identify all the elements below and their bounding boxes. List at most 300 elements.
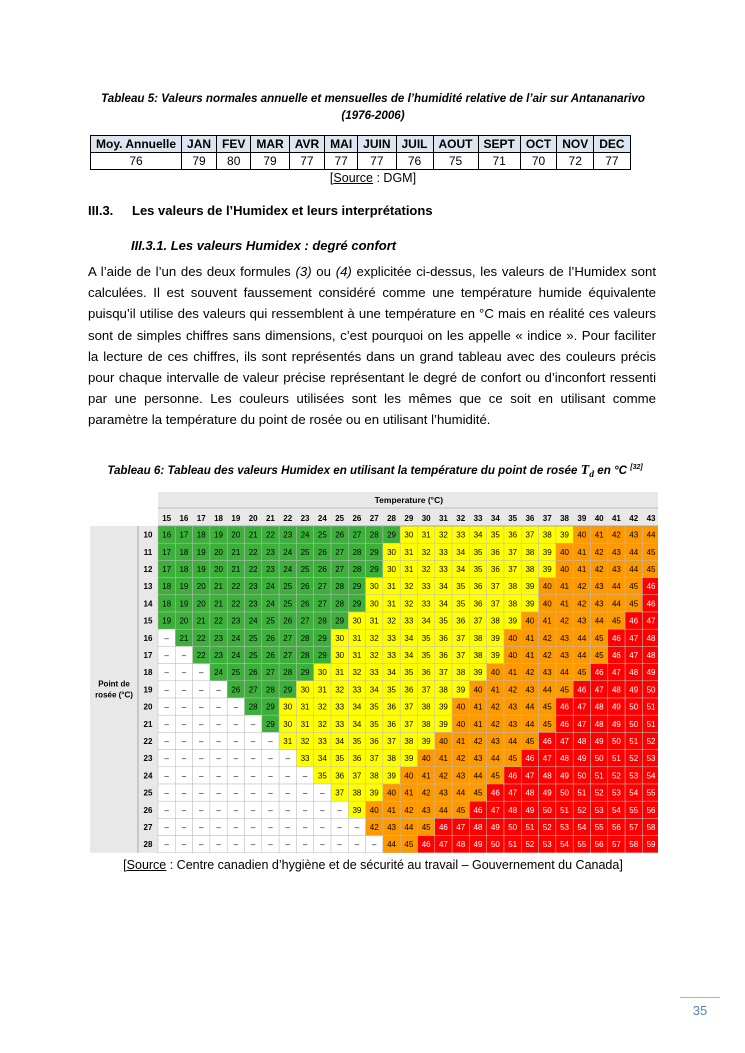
humidex-value: 47 xyxy=(456,823,466,832)
humidex-value: 44 xyxy=(629,565,639,574)
humidex-value: 31 xyxy=(421,530,431,540)
humidex-value: 45 xyxy=(611,616,621,626)
humidex-value: 31 xyxy=(335,668,345,678)
dewpoint-tick: 20 xyxy=(143,702,153,712)
humidex-value: 39 xyxy=(490,651,500,660)
humidex-value: 28 xyxy=(317,616,327,626)
humidex-value: 52 xyxy=(594,788,604,798)
humidex-value: 18 xyxy=(162,582,172,592)
source-link-6: Source xyxy=(126,858,167,872)
humidex-value: 45 xyxy=(646,547,656,557)
humidex-value: 32 xyxy=(352,668,362,678)
humidex-value: 47 xyxy=(611,668,621,678)
humidex-value: 29 xyxy=(265,719,275,729)
humidex-value: 37 xyxy=(352,771,362,781)
humidex-value: 28 xyxy=(335,599,345,609)
humidex-value: 30 xyxy=(352,616,362,626)
humidex-value: – xyxy=(164,719,169,729)
humidex-value: 42 xyxy=(594,547,604,557)
humidex-value: – xyxy=(268,788,273,798)
humidex-value: 51 xyxy=(525,823,535,832)
humidex-value: 43 xyxy=(508,719,518,729)
humidex-value: 26 xyxy=(317,565,327,574)
humidex-value: 39 xyxy=(560,530,570,540)
humidex-value: 45 xyxy=(594,633,604,643)
humidex-value: 46 xyxy=(542,737,552,746)
humidex-value: – xyxy=(216,823,221,832)
humidex-value: 28 xyxy=(352,565,362,574)
temperature-tick: 33 xyxy=(473,514,483,523)
humidex-value: 37 xyxy=(490,582,500,592)
temperature-tick: 43 xyxy=(646,514,656,523)
humidex-value: – xyxy=(233,840,239,850)
humidex-value: 19 xyxy=(179,599,189,609)
humidex-value: 41 xyxy=(473,719,483,729)
humidex-value: 33 xyxy=(352,685,362,695)
humidex-value: 48 xyxy=(542,771,552,781)
humidex-value: 21 xyxy=(214,582,224,592)
humidex-value: 38 xyxy=(490,616,500,626)
humidex-value: 17 xyxy=(162,547,172,557)
dewpoint-tick: 15 xyxy=(143,616,153,626)
humidex-value: 34 xyxy=(369,685,379,695)
humidex-value: 39 xyxy=(438,702,448,712)
humidex-value: 36 xyxy=(438,633,448,643)
humidex-value: 35 xyxy=(421,651,431,660)
temperature-tick: 36 xyxy=(525,514,535,523)
humidex-value: 18 xyxy=(179,565,189,574)
humidex-value: 27 xyxy=(352,530,362,540)
humidex-value: 52 xyxy=(611,771,621,781)
humidex-value: 50 xyxy=(611,737,621,746)
humidex-value: 33 xyxy=(404,616,414,626)
humidex-value: 19 xyxy=(179,582,189,592)
humidex-value: – xyxy=(164,805,169,815)
humidex-value: 38 xyxy=(508,599,518,609)
temperature-tick: 42 xyxy=(629,514,639,523)
humidex-value: – xyxy=(181,788,187,798)
humidex-value: 42 xyxy=(577,582,587,592)
humidex-value: 41 xyxy=(404,788,414,798)
humidity-value-cell: 77 xyxy=(325,153,358,170)
humidex-value: 23 xyxy=(283,530,293,540)
humidex-value: 48 xyxy=(594,702,604,712)
humidex-value: 54 xyxy=(611,805,621,815)
humidex-value: 34 xyxy=(456,565,466,574)
humidex-value: – xyxy=(354,840,360,850)
humidex-value: 51 xyxy=(646,702,656,712)
humidex-value: 18 xyxy=(196,530,206,540)
humidex-value: 44 xyxy=(611,599,621,609)
humidex-value: 45 xyxy=(577,668,587,678)
humidex-value: 29 xyxy=(317,651,327,660)
humidex-value: 37 xyxy=(490,599,500,609)
humidity-header-cell: JUIN xyxy=(358,136,396,153)
dewpoint-tick: 19 xyxy=(143,685,153,695)
temperature-tick: 34 xyxy=(490,514,500,523)
humidex-value: 44 xyxy=(611,582,621,592)
humidex-value: 32 xyxy=(387,616,397,626)
humidex-value: 42 xyxy=(577,599,587,609)
humidex-value: 30 xyxy=(335,633,345,643)
humidex-value: 38 xyxy=(369,771,379,781)
humidex-value: 27 xyxy=(265,668,275,678)
temperature-tick: 22 xyxy=(283,514,293,523)
humidex-value: 46 xyxy=(473,805,483,815)
humidex-value: 45 xyxy=(629,599,639,609)
humidity-value-cell: 70 xyxy=(520,153,556,170)
humidex-value: 26 xyxy=(300,582,310,592)
temperature-tick: 21 xyxy=(265,514,275,523)
humidex-value: – xyxy=(285,788,290,798)
humidex-value: 39 xyxy=(542,547,552,557)
humidity-value-cell: 71 xyxy=(478,153,520,170)
table5-caption: Tableau 5: Valeurs normales annuelle et mensuelles de l’humidité relative de l’air sur Antananarivo (1976-2006) xyxy=(101,92,645,122)
dewpoint-tick: 16 xyxy=(143,633,153,643)
humidex-value: 43 xyxy=(542,668,552,678)
humidex-value: 47 xyxy=(542,754,552,764)
humidex-value: 43 xyxy=(629,530,639,540)
humidex-value: 46 xyxy=(611,651,621,660)
humidex-value: 47 xyxy=(577,719,587,729)
humidex-value: 40 xyxy=(456,719,466,729)
humidex-value: – xyxy=(164,633,169,643)
humidity-table xyxy=(90,135,631,170)
humidex-value: 47 xyxy=(525,771,535,781)
humidity-value-cell: 77 xyxy=(289,153,324,170)
humidex-value: – xyxy=(302,840,308,850)
humidex-value: 39 xyxy=(387,771,397,781)
humidex-value: – xyxy=(181,719,187,729)
humidex-value: 46 xyxy=(594,668,604,678)
humidex-value: – xyxy=(320,823,325,832)
humidex-value: 37 xyxy=(456,651,466,660)
temperature-tick: 39 xyxy=(577,514,587,523)
humidex-value: – xyxy=(199,719,204,729)
humidex-value: 35 xyxy=(369,719,379,729)
humidex-value: 38 xyxy=(352,788,362,798)
humidex-value: 22 xyxy=(196,633,206,643)
humidex-value: 54 xyxy=(560,840,570,850)
humidex-value: 34 xyxy=(352,719,362,729)
humidex-value: 52 xyxy=(629,754,639,764)
humidex-value: 25 xyxy=(283,582,293,592)
humidex-value: 26 xyxy=(265,633,275,643)
humidex-value: 36 xyxy=(508,530,518,540)
humidex-value: 39 xyxy=(542,565,552,574)
humidex-value: 30 xyxy=(369,599,379,609)
humidex-value: – xyxy=(285,840,290,850)
humidex-value: 26 xyxy=(265,651,275,660)
humidex-value: 54 xyxy=(577,823,587,832)
para-part1: A l’aide de l’un des deux formules xyxy=(88,264,296,279)
humidex-value: 50 xyxy=(577,771,587,781)
humidex-value: 42 xyxy=(438,771,448,781)
humidex-value: 45 xyxy=(473,788,483,798)
humidex-value: 51 xyxy=(594,771,604,781)
humidex-value: 21 xyxy=(231,547,241,557)
humidex-value: – xyxy=(233,702,239,712)
humidex-value: – xyxy=(181,737,187,746)
humidex-value: 56 xyxy=(611,823,621,832)
humidex-value: 48 xyxy=(508,805,518,815)
humidex-value: 44 xyxy=(525,702,535,712)
humidex-value: 43 xyxy=(594,599,604,609)
humidex-value: – xyxy=(372,840,377,850)
humidex-value: 37 xyxy=(473,616,483,626)
humidex-value: 30 xyxy=(404,530,414,540)
humidex-value: – xyxy=(181,668,187,678)
humidity-table-header-row xyxy=(91,136,631,153)
humidex-value: 37 xyxy=(369,754,379,764)
table6-caption-sub: d xyxy=(589,469,595,481)
humidex-value: 29 xyxy=(369,547,379,557)
humidex-value: 33 xyxy=(438,547,448,557)
humidex-value: 23 xyxy=(248,599,258,609)
humidex-value: 49 xyxy=(611,719,621,729)
humidex-value: 39 xyxy=(508,616,518,626)
humidity-value-cell: 76 xyxy=(396,153,433,170)
humidex-value: 22 xyxy=(231,582,241,592)
humidex-value: 43 xyxy=(438,788,448,798)
humidex-value: 38 xyxy=(473,651,483,660)
humidex-value: 31 xyxy=(317,685,327,695)
humidex-value: 44 xyxy=(456,788,466,798)
humidex-value: 41 xyxy=(525,633,535,643)
humidex-value: – xyxy=(216,805,221,815)
humidex-value: 47 xyxy=(560,737,570,746)
humidex-value: 35 xyxy=(404,668,414,678)
humidex-value: 41 xyxy=(577,565,587,574)
table6-caption-ref: [32] xyxy=(630,464,643,471)
humidex-value: – xyxy=(164,754,169,764)
humidex-value: 42 xyxy=(594,565,604,574)
humidex-value: 35 xyxy=(421,633,431,643)
humidex-value: 36 xyxy=(421,668,431,678)
humidex-value: 48 xyxy=(646,633,656,643)
humidex-value: 29 xyxy=(352,582,362,592)
humidex-value: – xyxy=(181,754,187,764)
humidex-value: 36 xyxy=(369,737,379,746)
humidex-value: 28 xyxy=(265,685,275,695)
section-title: Les valeurs de l’Humidex et leurs interprétations xyxy=(132,203,433,218)
humidex-value: 44 xyxy=(577,633,587,643)
humidex-value: 57 xyxy=(629,823,639,832)
humidex-value: 23 xyxy=(248,582,258,592)
humidex-value: 41 xyxy=(525,651,535,660)
humidex-value: 44 xyxy=(438,805,448,815)
humidex-value: 39 xyxy=(473,668,483,678)
humidex-value: 55 xyxy=(629,805,639,815)
humidex-value: 44 xyxy=(542,685,552,695)
humidex-value: 46 xyxy=(508,771,518,781)
temperature-tick: 41 xyxy=(611,514,621,523)
humidex-value: 28 xyxy=(335,582,345,592)
humidex-value: 53 xyxy=(594,805,604,815)
humidex-value: – xyxy=(268,840,273,850)
humidex-value: 50 xyxy=(490,840,500,850)
humidex-value: 27 xyxy=(317,582,327,592)
humidex-value: 38 xyxy=(508,582,518,592)
temperature-tick: 27 xyxy=(369,514,379,523)
humidex-value: 38 xyxy=(387,754,397,764)
humidex-value: 23 xyxy=(214,651,224,660)
humidex-value: 48 xyxy=(646,651,656,660)
humidex-value: 30 xyxy=(335,651,345,660)
humidex-value: – xyxy=(268,737,273,746)
humidex-value: 46 xyxy=(560,719,570,729)
humidex-value: 34 xyxy=(317,754,327,764)
humidex-value: 44 xyxy=(646,530,656,540)
humidex-value: 43 xyxy=(508,702,518,712)
humidex-value: 25 xyxy=(231,668,241,678)
humidex-value: 22 xyxy=(231,599,241,609)
humidex-value: 38 xyxy=(404,737,414,746)
humidex-value: 32 xyxy=(421,547,431,557)
humidex-value: 37 xyxy=(525,530,535,540)
humidex-value: 28 xyxy=(369,530,379,540)
humidex-value: – xyxy=(302,805,308,815)
humidex-value: 28 xyxy=(300,651,310,660)
section-heading xyxy=(88,203,433,218)
humidex-value: 38 xyxy=(473,633,483,643)
humidex-value: – xyxy=(302,771,308,781)
humidex-value: 32 xyxy=(335,685,345,695)
humidex-value: 51 xyxy=(560,805,570,815)
humidex-value: 26 xyxy=(300,599,310,609)
humidex-value: – xyxy=(233,719,239,729)
humidity-value-cell: 77 xyxy=(594,153,630,170)
humidex-value: 39 xyxy=(369,788,379,798)
humidex-value: – xyxy=(164,840,169,850)
humidex-value: 29 xyxy=(317,633,327,643)
temperature-tick: 15 xyxy=(162,514,172,523)
humidex-value: 50 xyxy=(560,788,570,798)
humidex-value: 34 xyxy=(387,668,397,678)
humidex-value: 21 xyxy=(196,616,206,626)
table6-caption xyxy=(70,459,680,483)
humidity-header-cell: MAI xyxy=(325,136,358,153)
humidex-value: – xyxy=(285,805,290,815)
humidex-value: 32 xyxy=(438,530,448,540)
dewpoint-tick: 23 xyxy=(143,754,153,764)
humidex-value: 45 xyxy=(456,805,466,815)
humidity-header-cell: DEC xyxy=(594,136,630,153)
humidex-value: 39 xyxy=(404,754,414,764)
humidex-value: 36 xyxy=(387,719,397,729)
humidex-value: – xyxy=(164,685,169,695)
humidex-value: – xyxy=(233,788,239,798)
humidex-value: 46 xyxy=(646,582,656,592)
humidex-value: 35 xyxy=(352,737,362,746)
humidex-value: 41 xyxy=(577,547,587,557)
humidex-value: 31 xyxy=(387,582,397,592)
humidex-value: 41 xyxy=(508,668,518,678)
humidex-value: 47 xyxy=(594,685,604,695)
humidex-value: – xyxy=(250,805,256,815)
humidex-value: – xyxy=(199,840,204,850)
humidex-value: 38 xyxy=(525,565,535,574)
humidex-value: 18 xyxy=(179,547,189,557)
humidex-value: – xyxy=(164,651,169,660)
humidex-value: – xyxy=(337,805,342,815)
humidex-value: 43 xyxy=(421,805,431,815)
humidex-value: 35 xyxy=(456,599,466,609)
temperature-tick: 25 xyxy=(335,514,345,523)
humidex-value: 44 xyxy=(490,754,500,764)
temperature-tick: 29 xyxy=(404,514,414,523)
humidex-value: 40 xyxy=(369,805,379,815)
humidex-value: 40 xyxy=(542,599,552,609)
humidex-value: – xyxy=(181,685,187,695)
humidity-header-cell: Moy. Annuelle xyxy=(91,136,182,153)
humidex-value: 30 xyxy=(317,668,327,678)
humidex-value: 48 xyxy=(560,754,570,764)
dewpoint-tick: 18 xyxy=(143,668,153,678)
humidex-value: 41 xyxy=(438,754,448,764)
humidex-value: 51 xyxy=(577,788,587,798)
humidex-value: 47 xyxy=(577,702,587,712)
humidex-value: 21 xyxy=(179,633,189,643)
humidex-value: 43 xyxy=(456,771,466,781)
humidex-value: 38 xyxy=(542,530,552,540)
humidex-value: – xyxy=(233,737,239,746)
humidex-value: 40 xyxy=(456,702,466,712)
humidex-value: 40 xyxy=(421,754,431,764)
humidex-value: 42 xyxy=(490,719,500,729)
footer-rule xyxy=(680,997,720,998)
humidex-value: 24 xyxy=(231,651,241,660)
humidex-value: 33 xyxy=(387,651,397,660)
humidex-value: 33 xyxy=(421,599,431,609)
humidex-value: 36 xyxy=(404,685,414,695)
humidex-value: 48 xyxy=(611,685,621,695)
humidex-value: 16 xyxy=(162,530,172,540)
humidex-value: 42 xyxy=(369,823,379,832)
humidex-value: – xyxy=(199,702,204,712)
humidex-value: 36 xyxy=(438,651,448,660)
humidex-value: 41 xyxy=(387,805,397,815)
humidex-value: 40 xyxy=(508,633,518,643)
humidex-value: 24 xyxy=(265,582,275,592)
humidex-value: 48 xyxy=(525,788,535,798)
humidex-value: 45 xyxy=(542,719,552,729)
humidex-value: 21 xyxy=(231,565,241,574)
humidex-value: 34 xyxy=(421,616,431,626)
humidex-value: 36 xyxy=(352,754,362,764)
humidex-value: 42 xyxy=(560,616,570,626)
humidex-value: – xyxy=(181,823,187,832)
humidex-value: – xyxy=(164,737,169,746)
humidex-value: 51 xyxy=(629,737,639,746)
humidex-value: 28 xyxy=(352,547,362,557)
table6-caption-end: en °C xyxy=(594,463,631,477)
humidex-value: 43 xyxy=(560,633,570,643)
humidex-value: 18 xyxy=(162,599,172,609)
humidex-value: 34 xyxy=(352,702,362,712)
table6-caption-main: Tableau 6: Tableau des valeurs Humidex en utilisant la température du point de rosée xyxy=(107,463,581,477)
humidex-value: – xyxy=(233,771,239,781)
humidex-value: 36 xyxy=(473,599,483,609)
humidex-value: 31 xyxy=(300,719,310,729)
humidex-value: 26 xyxy=(248,668,258,678)
humidex-value: – xyxy=(164,823,169,832)
humidex-value: 46 xyxy=(490,788,500,798)
humidex-value: 27 xyxy=(283,633,293,643)
temperature-tick: 32 xyxy=(456,514,466,523)
humidity-header-cell: FEV xyxy=(217,136,251,153)
humidex-value: 41 xyxy=(490,685,500,695)
